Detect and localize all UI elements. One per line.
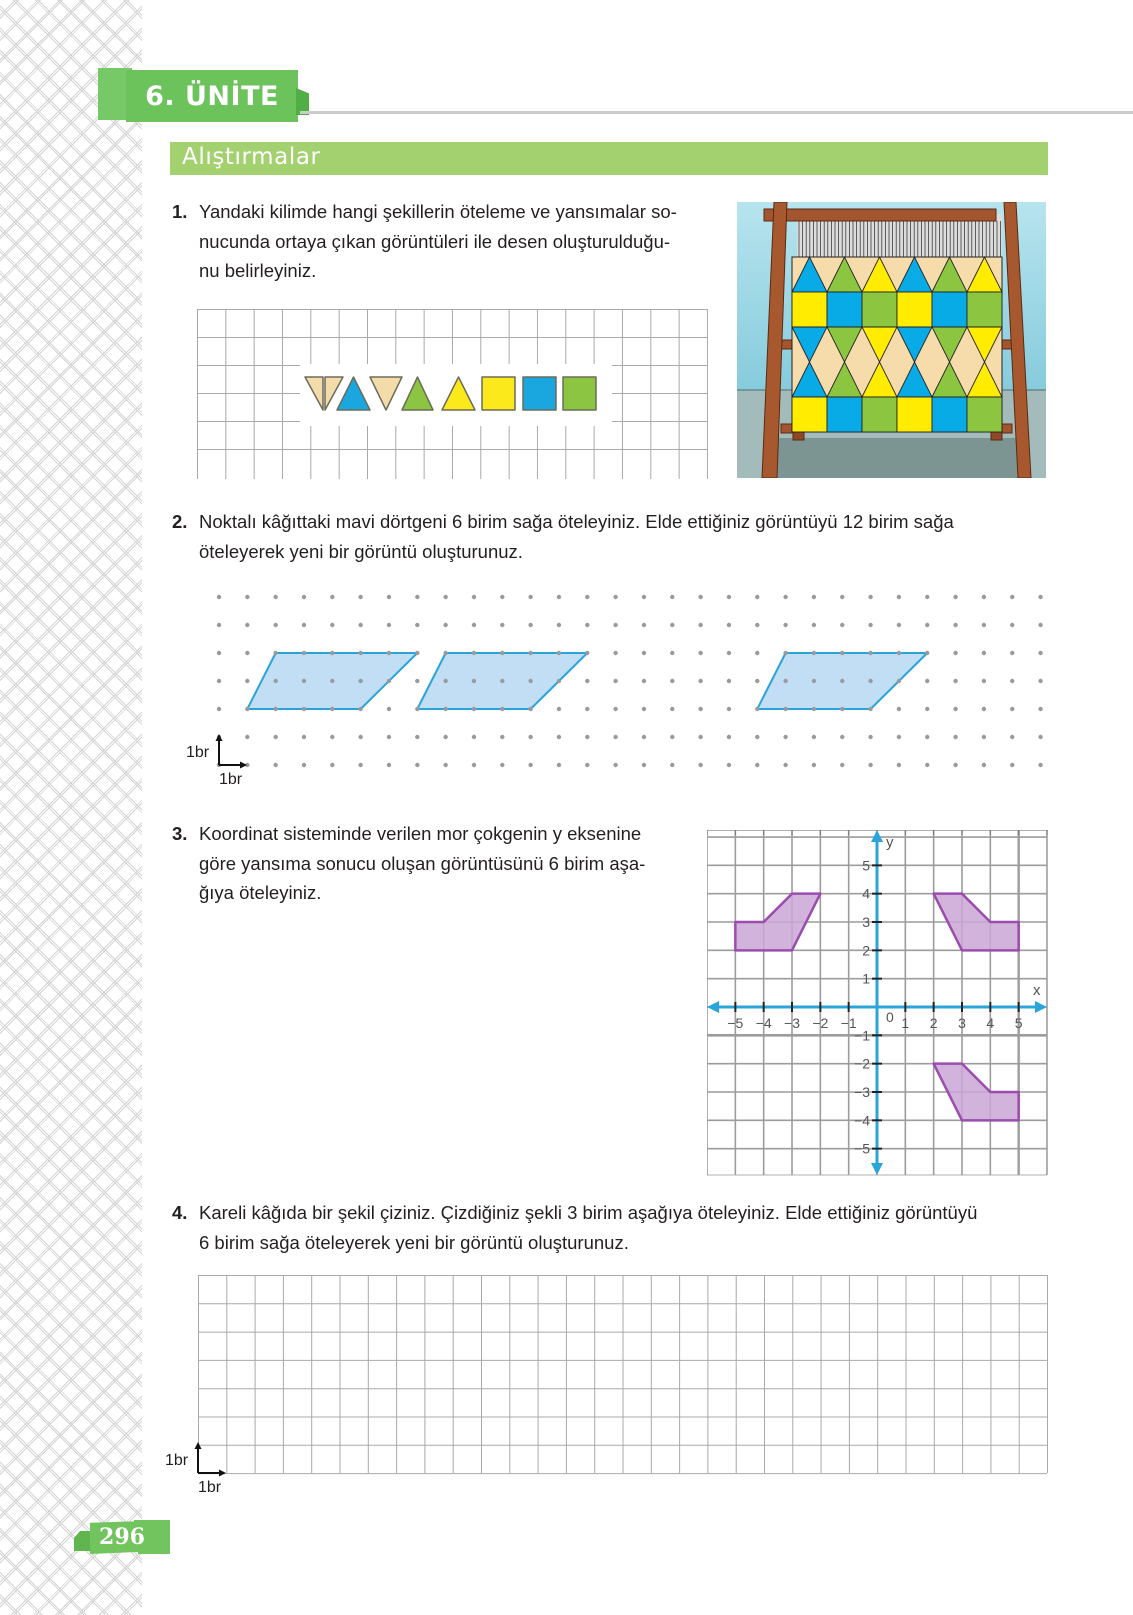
grid-dot	[217, 623, 221, 627]
grid-dot	[443, 735, 447, 739]
grid-dot	[330, 735, 334, 739]
grid-dot	[897, 763, 901, 767]
grid-dot	[727, 763, 731, 767]
loom-top-beam	[764, 209, 996, 221]
grid-dot	[1010, 763, 1014, 767]
grid-dot	[387, 735, 391, 739]
x-tick-label: 5	[1014, 1015, 1023, 1031]
y-tick-label: 5	[862, 857, 870, 874]
exercise-text-line: Yandaki kilimde hangi şekillerin öteleme ve yansımalar so-	[199, 201, 677, 222]
grid-dot	[302, 679, 306, 683]
unit-arrows	[212, 733, 254, 775]
grid-dot	[812, 679, 816, 683]
x-axis-arrow-right-icon	[1035, 1001, 1047, 1013]
origin-label: 0	[886, 1009, 894, 1025]
grid-dot	[500, 735, 504, 739]
exercise-4	[172, 1198, 977, 1257]
grid-dot	[812, 707, 816, 711]
grid-dot	[585, 707, 589, 711]
grid-dot	[245, 651, 249, 655]
y-tick-label: 1	[862, 970, 870, 987]
grid-dot	[557, 735, 561, 739]
rug-square	[792, 397, 827, 432]
grid-dot	[273, 651, 277, 655]
x-tick-label: −5	[727, 1015, 744, 1031]
grid-dot	[358, 679, 362, 683]
grid-dot	[1038, 707, 1042, 711]
exercise-number: 1.	[172, 201, 188, 222]
grid-dot	[273, 595, 277, 599]
grid-dot	[472, 595, 476, 599]
grid-dot	[557, 623, 561, 627]
grid-dot	[585, 651, 589, 655]
section-title-bar	[170, 142, 1048, 175]
grid-dot	[897, 595, 901, 599]
grid-dot	[528, 763, 532, 767]
grid-dot	[1038, 763, 1042, 767]
rug-square	[862, 397, 897, 432]
grid-dot	[500, 763, 504, 767]
grid-dot	[358, 595, 362, 599]
exercise-text-line: nucunda ortaya çıkan görüntüleri ile desen oluşturulduğu-	[199, 230, 671, 252]
grid-dot	[642, 735, 646, 739]
rug-square	[792, 292, 827, 327]
grid-dot	[925, 651, 929, 655]
grid-dot	[698, 679, 702, 683]
grid-dot	[613, 623, 617, 627]
unit-label: 6. ÜNİTE	[145, 80, 279, 112]
grid-dot	[925, 735, 929, 739]
grid-dot	[727, 651, 731, 655]
grid-dot	[585, 623, 589, 627]
grid-dot	[925, 595, 929, 599]
exercise-3	[172, 819, 645, 908]
x-tick-label: 1	[901, 1015, 910, 1031]
grid-dot	[330, 651, 334, 655]
y-tick-label: −5	[854, 1140, 870, 1157]
grid-dot	[273, 763, 277, 767]
grid-dot	[217, 595, 221, 599]
rug-square	[932, 292, 967, 327]
grid-dot	[670, 735, 674, 739]
y-tick-label: 2	[862, 942, 870, 959]
grid-dot	[812, 735, 816, 739]
grid-dot	[472, 623, 476, 627]
green-square-shape	[563, 377, 596, 410]
rug-square	[967, 397, 1002, 432]
grid-dot	[670, 651, 674, 655]
grid-dot	[302, 763, 306, 767]
y-tick-label: 4	[862, 885, 870, 902]
grid-dot	[698, 651, 702, 655]
grid-dot	[330, 679, 334, 683]
grid-dot	[698, 707, 702, 711]
grid-dot	[868, 679, 872, 683]
grid-dot	[443, 595, 447, 599]
exercise-text-line: Noktalı kâğıttaki mavi dörtgeni 6 birim sağa öteleyiniz. Elde ettiğiniz görüntüyü 12 birim sağa	[199, 511, 954, 532]
y-tick-label: −3	[854, 1083, 870, 1100]
grid-dot	[670, 763, 674, 767]
grid-dot	[982, 623, 986, 627]
grid-dot	[783, 595, 787, 599]
grid-dot	[217, 651, 221, 655]
x-tick-label: −2	[812, 1015, 829, 1031]
grid-dot	[443, 623, 447, 627]
grid-dot	[698, 735, 702, 739]
grid-dot	[642, 623, 646, 627]
grid-dot	[273, 623, 277, 627]
grid-dot	[698, 595, 702, 599]
grid-dot	[812, 763, 816, 767]
grid-dot	[415, 763, 419, 767]
rug-square	[967, 292, 1002, 327]
grid-dot	[387, 595, 391, 599]
grid-dot	[868, 651, 872, 655]
grid-dot	[472, 763, 476, 767]
grid-dot	[613, 763, 617, 767]
grid-dot	[982, 651, 986, 655]
grid-dot	[330, 595, 334, 599]
grid-dot	[245, 623, 249, 627]
grid-dot	[557, 707, 561, 711]
grid-dot	[868, 595, 872, 599]
grid-dot	[1038, 735, 1042, 739]
exercise-number: 3.	[172, 823, 188, 844]
grid-dot	[1010, 595, 1014, 599]
horizontal-unit-label: 1br	[198, 1479, 222, 1496]
grid-dot	[982, 763, 986, 767]
arrow-head-icon	[195, 1442, 202, 1449]
grid-dot	[953, 707, 957, 711]
grid-dot	[443, 763, 447, 767]
grid-dot	[868, 763, 872, 767]
grid-dot	[755, 679, 759, 683]
grid-dot	[953, 679, 957, 683]
arrow-head-icon	[240, 762, 247, 769]
exercise-number: 4.	[172, 1202, 188, 1223]
arrow-head-icon	[219, 1470, 226, 1477]
grid-dot	[925, 763, 929, 767]
grid-dot	[217, 707, 221, 711]
grid-dot	[613, 707, 617, 711]
grid-dot	[925, 707, 929, 711]
grid-dot	[953, 595, 957, 599]
grid-dot	[868, 623, 872, 627]
grid-dot	[358, 623, 362, 627]
grid-dot	[557, 651, 561, 655]
y-tick-label: −1	[854, 1027, 870, 1044]
grid-dot	[727, 679, 731, 683]
grid-dot	[415, 679, 419, 683]
y-tick-label: −4	[854, 1112, 870, 1129]
grid-dot	[840, 623, 844, 627]
grid-dot	[698, 623, 702, 627]
grid-dot	[387, 707, 391, 711]
grid-dot	[528, 707, 532, 711]
grid-dot	[217, 679, 221, 683]
grid-dot	[358, 735, 362, 739]
grid-dot	[897, 735, 901, 739]
grid-dot	[302, 623, 306, 627]
rug-square	[932, 397, 967, 432]
grid-dot	[1010, 651, 1014, 655]
grid-dot	[755, 595, 759, 599]
grid-dot	[1010, 623, 1014, 627]
grid-dot	[245, 595, 249, 599]
exercise-text-line: öteleyerek yeni bir görüntü oluşturunuz.	[199, 540, 523, 562]
y-axis-label: y	[886, 834, 894, 851]
grid-dot	[528, 735, 532, 739]
grid-dot	[783, 763, 787, 767]
square-grid-paper	[198, 1275, 1050, 1475]
grid-dot	[897, 651, 901, 655]
rug-square	[827, 292, 862, 327]
unit-arrows	[191, 1441, 233, 1483]
grid-dot	[472, 651, 476, 655]
grid-dot	[330, 623, 334, 627]
grid-dot	[982, 595, 986, 599]
exercise-text-line: Kareli kâğıda bir şekil çiziniz. Çizdiğiniz şekli 3 birim aşağıya öteleyiniz. Elde ettiğiniz görüntüyü	[199, 1202, 978, 1223]
grid-dot	[387, 763, 391, 767]
dot-paper	[210, 588, 1055, 778]
grid-dot	[1010, 707, 1014, 711]
grid-dot	[613, 595, 617, 599]
grid-dot	[528, 623, 532, 627]
grid-dot	[812, 623, 816, 627]
grid-dot	[585, 595, 589, 599]
grid-dot	[500, 595, 504, 599]
unit-banner	[126, 70, 298, 122]
grid-dot	[1038, 623, 1042, 627]
grid-dot	[755, 623, 759, 627]
grid-dot	[840, 735, 844, 739]
y-axis-arrow-down-icon	[871, 1163, 883, 1175]
grid-dot	[1010, 679, 1014, 683]
grid-dot	[415, 651, 419, 655]
rug-square	[897, 397, 932, 432]
x-tick-label: 2	[929, 1015, 938, 1031]
grid-dot	[755, 763, 759, 767]
grid-dot	[982, 735, 986, 739]
grid-dot	[840, 707, 844, 711]
y-tick-label: 3	[862, 914, 870, 931]
grid-dot	[1038, 679, 1042, 683]
grid-dot	[245, 679, 249, 683]
coordinate-plane	[707, 830, 1049, 1177]
grid-dot	[528, 595, 532, 599]
grid-dot	[1038, 595, 1042, 599]
x-tick-label: 3	[958, 1015, 966, 1031]
arrow-head-icon	[216, 734, 223, 741]
grid-dot	[755, 651, 759, 655]
grid-dot	[642, 651, 646, 655]
decorative-side-pattern	[0, 0, 142, 1615]
rug-square	[827, 397, 862, 432]
grid-dot	[755, 735, 759, 739]
yellow-square-shape	[482, 377, 515, 410]
grid-dot	[755, 707, 759, 711]
exercise-text-line: göre yansıma sonucu oluşan görüntüsünü 6 birim aşa-	[199, 852, 646, 874]
grid-dot	[812, 651, 816, 655]
grid-dot	[840, 651, 844, 655]
grid-dot	[557, 763, 561, 767]
grid-dot	[840, 595, 844, 599]
grid-dot	[953, 651, 957, 655]
x-tick-label: 4	[986, 1015, 995, 1031]
grid-dot	[1038, 651, 1042, 655]
x-tick-label: −4	[755, 1015, 772, 1031]
grid-dot	[302, 651, 306, 655]
grid-dot	[387, 679, 391, 683]
grid-dot	[557, 679, 561, 683]
grid-dot	[727, 707, 731, 711]
rug-square	[897, 292, 932, 327]
grid-dot	[358, 651, 362, 655]
grid-dot	[783, 707, 787, 711]
x-tick-label: −3	[784, 1015, 800, 1031]
grid-dot	[642, 763, 646, 767]
grid-dot	[783, 679, 787, 683]
grid-dot	[982, 679, 986, 683]
grid-dot	[528, 679, 532, 683]
grid-dot	[387, 651, 391, 655]
grid-dot	[925, 679, 929, 683]
grid-dot	[670, 595, 674, 599]
grid-dot	[698, 763, 702, 767]
grid-dot	[302, 595, 306, 599]
grid-dot	[925, 623, 929, 627]
blue-square-shape	[523, 377, 556, 410]
grid-dot	[443, 651, 447, 655]
y-tick-label: −2	[854, 1055, 870, 1072]
exercise-text-line: nu belirleyiniz.	[199, 260, 317, 281]
grid-dot	[415, 735, 419, 739]
grid-dot	[557, 595, 561, 599]
exercise-text-line: ğıya öteleyiniz.	[199, 882, 322, 903]
x-axis-arrow-left-icon	[707, 1001, 719, 1013]
grid-dot	[585, 735, 589, 739]
grid-dot	[897, 623, 901, 627]
grid-dot	[840, 679, 844, 683]
grid-dot	[868, 707, 872, 711]
grid-dot	[783, 623, 787, 627]
grid-dot	[585, 763, 589, 767]
grid-dot	[670, 679, 674, 683]
horizontal-unit-label: 1br	[219, 771, 243, 788]
shape-palette-grid	[197, 309, 709, 481]
exercise-text-line: 6 birim sağa öteleyerek yeni bir görüntü oluşturunuz.	[199, 1231, 629, 1253]
grid-dot	[642, 707, 646, 711]
grid-dot	[727, 623, 731, 627]
grid-dot	[330, 707, 334, 711]
grid-dot	[472, 679, 476, 683]
grid-dot	[642, 679, 646, 683]
grid-dot	[415, 707, 419, 711]
section-title: Alıştırmalar	[182, 144, 321, 170]
y-axis-arrow-up-icon	[871, 830, 883, 842]
grid-dot	[783, 735, 787, 739]
kilim-rug	[792, 257, 1002, 432]
grid-dot	[500, 623, 504, 627]
grid-dot	[613, 735, 617, 739]
grid-dot	[642, 595, 646, 599]
grid-dot	[500, 707, 504, 711]
kilim-loom-illustration	[737, 202, 1046, 478]
grid-dot	[868, 735, 872, 739]
grid-dot	[273, 679, 277, 683]
grid-dot	[500, 679, 504, 683]
grid-dot	[953, 623, 957, 627]
grid-dot	[897, 707, 901, 711]
exercise-1	[172, 197, 677, 286]
grid-dot	[443, 707, 447, 711]
grid-dot	[358, 707, 362, 711]
page-number: 296	[99, 1524, 145, 1550]
exercise-2	[172, 507, 954, 566]
grid-dot	[953, 735, 957, 739]
grid-dot	[415, 623, 419, 627]
vertical-unit-label: 1br	[186, 744, 210, 761]
grid-dot	[585, 679, 589, 683]
grid-dot	[953, 763, 957, 767]
grid-dot	[302, 735, 306, 739]
grid-dot	[670, 623, 674, 627]
grid-dot	[472, 735, 476, 739]
grid-dot	[358, 763, 362, 767]
exercise-number: 2.	[172, 511, 188, 532]
grid-dot	[812, 595, 816, 599]
x-axis-label: x	[1033, 982, 1041, 999]
header-rule	[300, 111, 1133, 114]
grid-dot	[387, 623, 391, 627]
rug-square	[862, 292, 897, 327]
grid-dot	[330, 763, 334, 767]
grid-dot	[613, 651, 617, 655]
grid-dot	[528, 651, 532, 655]
grid-dot	[472, 707, 476, 711]
grid-dot	[727, 595, 731, 599]
grid-dot	[273, 735, 277, 739]
x-tick-label: −1	[840, 1015, 857, 1031]
grid-dot	[415, 595, 419, 599]
grid-dot	[613, 679, 617, 683]
grid-dot	[897, 679, 901, 683]
grid-dot	[1010, 735, 1014, 739]
rug-shadow	[765, 438, 1029, 478]
grid-dot	[302, 707, 306, 711]
grid-dot	[727, 735, 731, 739]
grid-dot	[840, 763, 844, 767]
grid-dot	[245, 707, 249, 711]
exercise-text-line: Koordinat sisteminde verilen mor çokgenin y eksenine	[199, 823, 642, 844]
grid-dot	[783, 651, 787, 655]
grid-dot	[982, 707, 986, 711]
grid-dot	[500, 651, 504, 655]
vertical-unit-label: 1br	[165, 1452, 189, 1469]
grid-dot	[443, 679, 447, 683]
grid-dot	[670, 707, 674, 711]
grid-dot	[273, 707, 277, 711]
